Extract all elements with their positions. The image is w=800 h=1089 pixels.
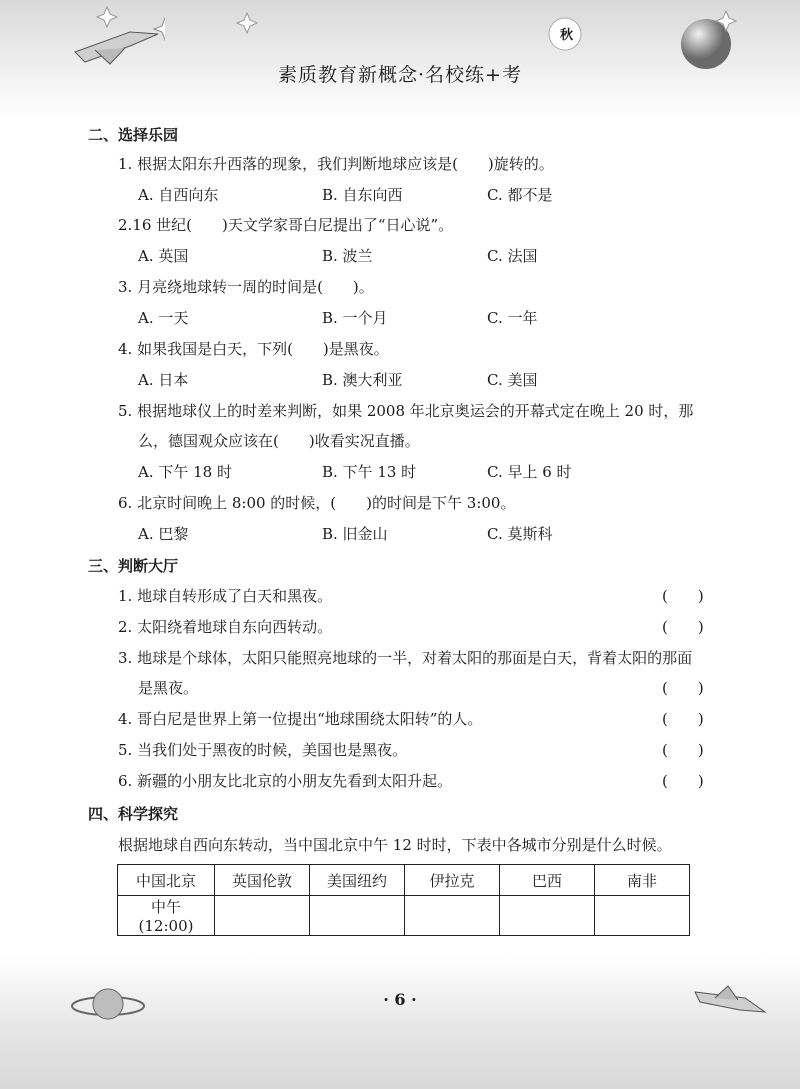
table-header-cell: 伊拉克: [405, 865, 500, 896]
table-header-row: [118, 865, 690, 896]
question-4: 4. 如果我国是白天，下列( )是黑夜。: [118, 340, 389, 358]
table-header-cell: 南非: [595, 865, 690, 896]
judge-item-5: 5. 当我们处于黑夜的时候，美国也是黑夜。: [118, 741, 408, 759]
option: B. 澳大利亚: [322, 371, 403, 389]
star-icon: [715, 10, 737, 32]
answer-paren: ( ): [662, 679, 704, 697]
answer-cell[interactable]: [215, 896, 310, 936]
answer-paren: ( ): [662, 587, 704, 605]
option: C. 都不是: [487, 186, 553, 204]
option: C. 莫斯科: [487, 525, 553, 543]
judge-item-3: 3. 地球是个球体，太阳只能照亮地球的一半，对着太阳的那面是白天，背着太阳的那面: [118, 649, 693, 667]
answer-cell[interactable]: [500, 896, 595, 936]
option: B. 一个月: [322, 309, 388, 327]
table-header-cell: 美国纽约: [310, 865, 405, 896]
answer-paren: ( ): [662, 618, 704, 636]
section-title-choice: 二、选择乐园: [88, 126, 179, 144]
question-5-cont: 么，德国观众应该在( )收看实况直播。: [138, 432, 420, 450]
answer-cell[interactable]: [405, 896, 500, 936]
option: A. 一天: [138, 309, 189, 327]
option: B. 下午 13 时: [322, 463, 417, 481]
star-icon: [236, 12, 258, 34]
table-header-cell: 中国北京: [118, 865, 215, 896]
judge-item-4: 4. 哥白尼是世界上第一位提出“地球围绕太阳转”的人。: [118, 710, 483, 728]
season-label: 秋: [560, 28, 574, 43]
page-number: · 6 ·: [383, 990, 417, 1009]
judge-item-6: 6. 新疆的小朋友比北京的小朋友先看到太阳升起。: [118, 772, 453, 790]
table-header-cell: 英国伦敦: [215, 865, 310, 896]
answer-paren: ( ): [662, 772, 704, 790]
question-6: 6. 北京时间晚上 8:00 的时候，( )的时间是下午 3:00。: [118, 494, 516, 512]
option: C. 早上 6 时: [487, 463, 572, 481]
answer-paren: ( ): [662, 741, 704, 759]
star-icon: [96, 6, 118, 28]
table-row: [118, 896, 690, 936]
option: B. 自东向西: [322, 186, 403, 204]
section-title-explore: 四、科学探究: [88, 805, 179, 823]
page-title: 素质教育新概念·名校练+考: [278, 64, 522, 86]
option: B. 旧金山: [322, 525, 388, 543]
table-cell: 中午(12:00): [118, 896, 215, 936]
option: A. 日本: [138, 371, 189, 389]
time-table: [117, 864, 690, 936]
question-1: 1. 根据太阳东升西落的现象，我们判断地球应该是( )旋转的。: [118, 155, 554, 173]
table-header-cell: 巴西: [500, 865, 595, 896]
option: A. 英国: [138, 247, 189, 265]
option: C. 法国: [487, 247, 538, 265]
option: A. 下午 18 时: [138, 463, 232, 481]
question-2: 2.16 世纪( )天文学家哥白尼提出了“日心说”。: [118, 216, 454, 234]
option: A. 巴黎: [138, 525, 189, 543]
answer-cell[interactable]: [595, 896, 690, 936]
question-3: 3. 月亮绕地球转一周的时间是( )。: [118, 278, 374, 296]
option: B. 波兰: [322, 247, 373, 265]
option: C. 一年: [487, 309, 538, 327]
option: C. 美国: [487, 371, 538, 389]
judge-item-1: 1. 地球自转形成了白天和黑夜。: [118, 587, 333, 605]
explore-prompt: 根据地球自西向东转动，当中国北京中午 12 时时，下表中各城市分别是什么时候。: [118, 836, 672, 854]
answer-paren: ( ): [662, 710, 704, 728]
section-title-judge: 三、判断大厅: [88, 557, 179, 575]
judge-item-2: 2. 太阳绕着地球自东向西转动。: [118, 618, 333, 636]
answer-cell[interactable]: [310, 896, 405, 936]
option: A. 自西向东: [138, 186, 219, 204]
space-shuttle-icon: [690, 980, 770, 1025]
question-5: 5. 根据地球仪上的时差来判断，如果 2008 年北京奥运会的开幕式定在晚上 20 时，那: [118, 402, 694, 420]
judge-item-3-cont: 是黑夜。: [138, 679, 199, 697]
